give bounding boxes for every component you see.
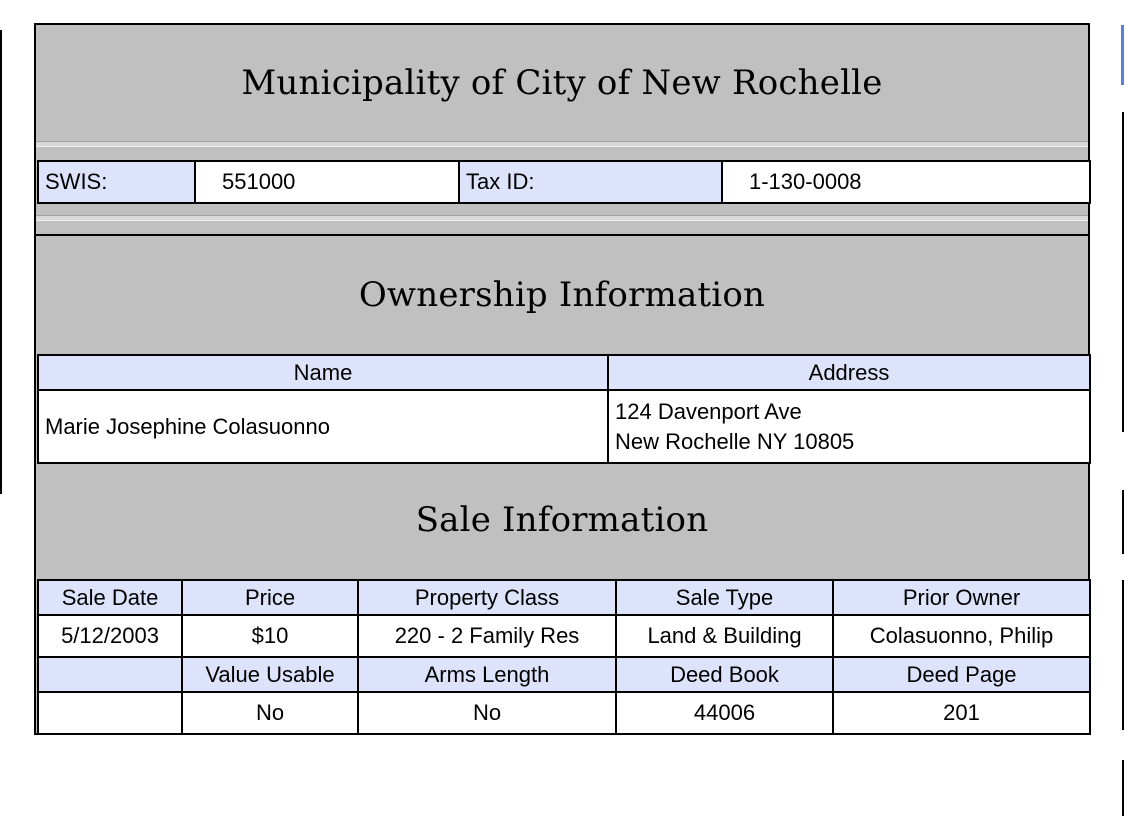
prior-owner-header: Prior Owner	[833, 580, 1090, 615]
swis-value: 551000	[195, 161, 459, 203]
property-class-value: 220 - 2 Family Res	[358, 615, 616, 657]
price-value: $10	[182, 615, 358, 657]
empty-value-cell	[38, 692, 182, 734]
right-edge-line-3	[1122, 580, 1124, 730]
empty-header-cell	[38, 657, 182, 692]
sale-title: Sale Information	[415, 500, 709, 540]
address-line-1: 124 Davenport Ave	[615, 398, 802, 424]
value-usable-header: Value Usable	[182, 657, 358, 692]
deed-page-header: Deed Page	[833, 657, 1090, 692]
left-edge-line	[0, 30, 2, 494]
deed-book-header: Deed Book	[616, 657, 833, 692]
value-usable-value: No	[182, 692, 358, 734]
name-header: Name	[38, 355, 608, 390]
arms-length-value: No	[358, 692, 616, 734]
ownership-title: Ownership Information	[358, 275, 766, 315]
separator-middle	[36, 215, 1088, 221]
id-table	[37, 160, 1091, 204]
prior-owner-value: Colasuonno, Philip	[833, 615, 1090, 657]
price-header: Price	[182, 580, 358, 615]
owner-address	[608, 390, 1090, 463]
right-edge-line-1	[1122, 112, 1124, 432]
ownership-table	[37, 354, 1091, 464]
right-edge-line-4	[1122, 760, 1124, 816]
deed-page-value: 201	[833, 692, 1090, 734]
sale-date-value: 5/12/2003	[38, 615, 182, 657]
right-edge-accent	[1121, 25, 1124, 85]
municipality-title: Municipality of City of New Rochelle	[241, 63, 883, 103]
arms-length-header: Arms Length	[358, 657, 616, 692]
address-header: Address	[608, 355, 1090, 390]
deed-book-value: 44006	[616, 692, 833, 734]
divider-line	[36, 234, 1088, 236]
sale-table	[37, 579, 1091, 735]
property-record-panel	[34, 23, 1090, 735]
swis-label: SWIS:	[38, 161, 195, 203]
owner-name: Marie Josephine Colasuonno	[38, 390, 608, 463]
property-class-header: Property Class	[358, 580, 616, 615]
taxid-label: Tax ID:	[459, 161, 722, 203]
address-line-2: New Rochelle NY 10805	[615, 428, 855, 454]
sale-type-value: Land & Building	[616, 615, 833, 657]
right-edge-line-2	[1122, 490, 1124, 554]
sale-type-header: Sale Type	[616, 580, 833, 615]
separator-top	[36, 141, 1088, 147]
taxid-value: 1-130-0008	[722, 161, 1090, 203]
sale-date-header: Sale Date	[38, 580, 182, 615]
